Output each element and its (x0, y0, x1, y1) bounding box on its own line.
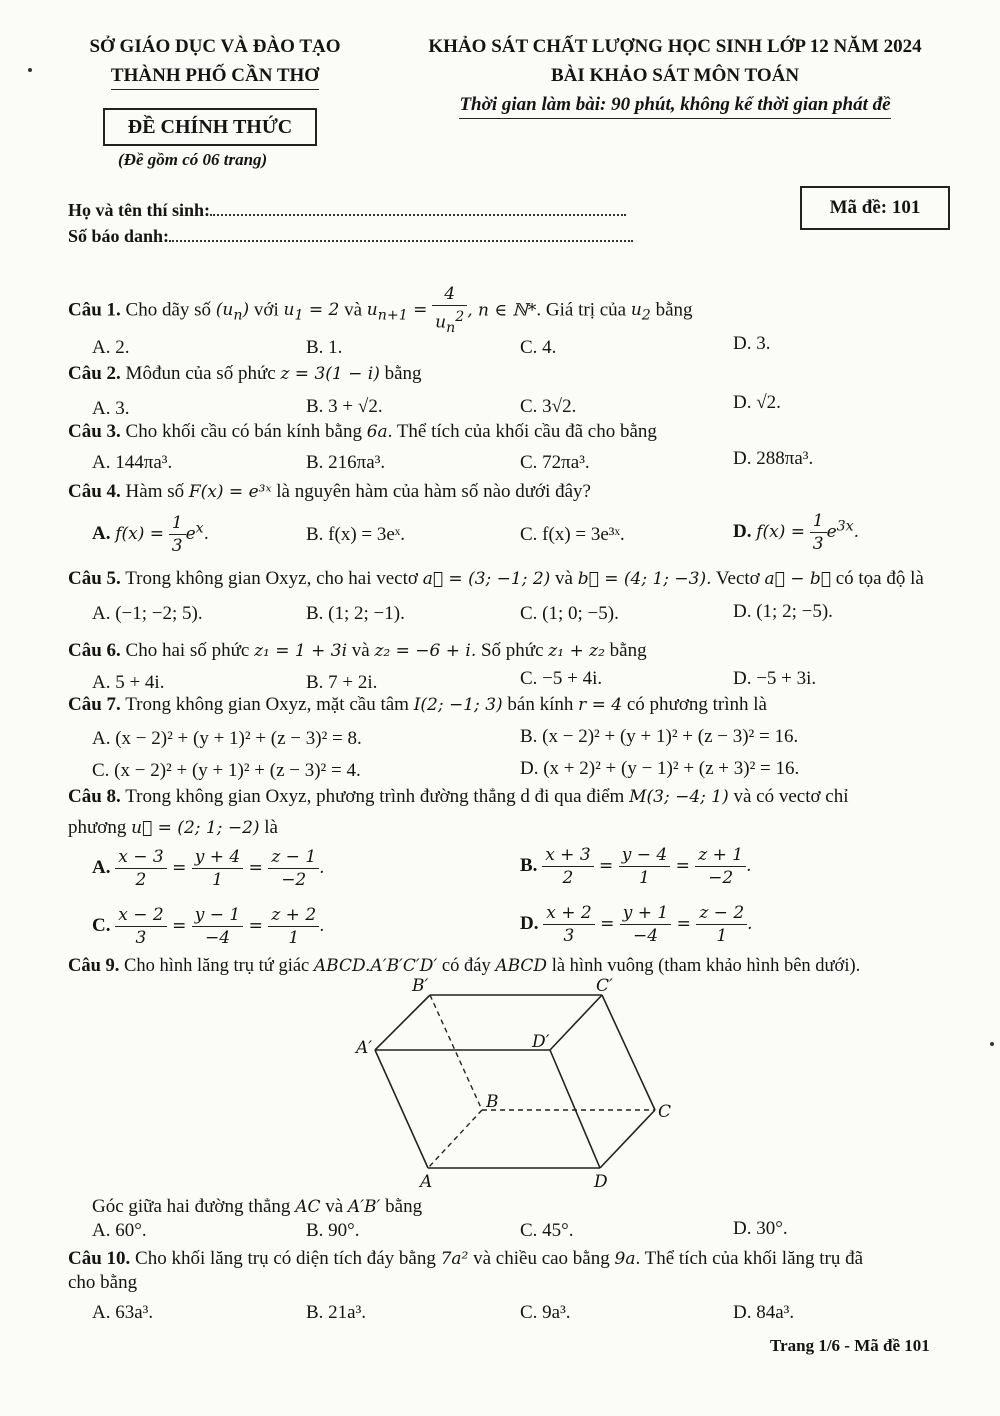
question-text: Trong không gian Oxyz, cho hai vectơ (125, 568, 418, 589)
question-text: Trong không gian Oxyz, mặt cầu tâm (125, 694, 409, 715)
option-d[interactable]: D. √2. (733, 392, 781, 413)
scan-speck (990, 1042, 994, 1046)
math-expression: F(x) = e³ˣ (188, 482, 272, 502)
exam-title-block (390, 32, 960, 119)
math-expression: a⃗ = (3; −1; 2) (422, 569, 551, 589)
option-d[interactable]: D. 3. (733, 333, 771, 354)
question-label: Câu 3. (68, 421, 121, 442)
question-label: Câu 10. (68, 1248, 131, 1269)
option-label: A. (92, 856, 111, 878)
question-text: Môđun của số phức (125, 363, 276, 384)
question-text: Cho khối lăng trụ có diện tích đáy bằng (135, 1248, 436, 1269)
label-c1: C′ (596, 976, 613, 996)
question-text: . Giá trị của (536, 299, 627, 321)
question-label: Câu 8. (68, 786, 121, 807)
label-d1: D′ (532, 1032, 550, 1052)
label-a: A (420, 1172, 433, 1192)
question-text: Góc giữa hai đường thẳng (92, 1196, 291, 1217)
question-text: bằng (385, 1196, 423, 1217)
math-expression: u⃗ = (2; 1; −2) (131, 818, 260, 838)
question-9-sub (92, 1196, 422, 1218)
question-6 (68, 640, 647, 662)
question-label: Câu 9. (68, 956, 120, 976)
question-text: và (344, 299, 363, 321)
edge-c1c (602, 995, 655, 1110)
question-5 (68, 568, 924, 590)
question-10-line-2: cho bằng (68, 1272, 138, 1293)
question-1: Câu 1. Cho dãy số $(u_n)$ với $u_1 = 2$ và $u_{n+1}$ = $\frac{4}{u_n^2}$ , n ∈ ℕ*. Giá trị của $u_2$ bằng (68, 283, 693, 339)
option-c[interactable]: C. 72πa³. (520, 452, 590, 473)
question-text: phương (68, 817, 127, 838)
edge-a1b1 (375, 995, 430, 1050)
question-label: Câu 1. (68, 299, 121, 321)
question-text: Cho hai số phức (125, 640, 250, 661)
question-4 (68, 481, 591, 503)
option-a[interactable]: A. $\frac{x - 3}{2}$ = $\frac{y + 4}{1}$ = $\frac{z - 1}{-2}$ . (92, 847, 325, 890)
option-c[interactable]: C. 4. (520, 337, 557, 358)
question-text: và (351, 640, 370, 661)
department-line-1: SỞ GIÁO DỤC VÀ ĐÀO TẠO (89, 36, 341, 57)
question-text: Hàm số (125, 481, 185, 502)
candidate-name-label: Họ và tên thí sinh: (68, 200, 211, 220)
option-b[interactable]: B. 7 + 2i. (306, 672, 378, 693)
question-label: Câu 7. (68, 694, 121, 715)
label-c: C (658, 1102, 672, 1122)
option-c[interactable]: C. 3√2. (520, 396, 577, 417)
option-d[interactable]: D. 30°. (733, 1218, 788, 1239)
question-3 (68, 421, 657, 443)
question-label: Câu 2. (68, 363, 121, 384)
exam-code-box: Mã đề: 101 (800, 186, 950, 230)
label-b1: B′ (412, 976, 429, 996)
question-text: và (325, 1196, 344, 1217)
edge-b1b (430, 995, 482, 1110)
option-c[interactable]: C. $\frac{x - 2}{3}$ = $\frac{y - 1}{-4}$ = $\frac{z + 2}{1}$ . (92, 905, 325, 948)
math-expression: AC (295, 1197, 321, 1217)
option-b[interactable]: B. $\frac{x + 3}{2}$ = $\frac{y - 4}{1}$ = $\frac{z + 1}{-2}$ . (520, 845, 752, 888)
math-expression: z₂ = −6 + i. (374, 641, 477, 661)
question-text: . Thể tích của khối cầu đã cho bằng (387, 421, 657, 442)
math-expression: z₁ = 1 + 3i (254, 641, 348, 661)
option-a[interactable]: A. (−1; −2; 5). (92, 603, 203, 624)
math-expression: 6a (366, 422, 388, 442)
department-line-2: THÀNH PHỐ CẦN THƠ (111, 63, 319, 90)
exam-time: Thời gian làm bài: 90 phút, không kể thời gian phát đề (459, 92, 890, 119)
question-text: bán kính (507, 694, 574, 715)
department-block (70, 32, 360, 90)
prism-figure (340, 975, 700, 1195)
question-text: . Thể tích của khối lăng trụ đã (635, 1248, 864, 1269)
math-expression: a⃗ − b⃗ (764, 569, 831, 589)
option-b[interactable]: B. 216πa³. (306, 452, 386, 473)
edge-a1a (375, 1050, 428, 1168)
candidate-name-row (68, 200, 626, 221)
math-expression: z₁ + z₂ (548, 641, 605, 661)
question-label: Câu 4. (68, 481, 121, 502)
option-a[interactable]: A. 5 + 4i. (92, 672, 165, 693)
option-b[interactable]: B. (1; 2; −1). (306, 603, 405, 624)
question-10 (68, 1248, 863, 1270)
question-text: có tọa độ là (835, 568, 924, 589)
label-d: D (594, 1172, 608, 1192)
option-label: D. (520, 912, 539, 934)
math-expression: 9a (614, 1249, 636, 1269)
question-text: và (555, 568, 573, 589)
option-label: D. (733, 520, 752, 542)
option-b[interactable]: B. 3 + √2. (306, 396, 383, 417)
option-c[interactable]: C. f(x) = 3e³ˣ. (520, 524, 625, 545)
option-b[interactable]: B. f(x) = 3eˣ. (306, 524, 406, 545)
option-d[interactable]: D. (x + 2)² + (y − 1)² + (z + 3)² = 16. (520, 758, 800, 779)
official-exam-box: ĐỀ CHÍNH THỨC (103, 108, 317, 146)
exam-title: KHẢO SÁT CHẤT LƯỢNG HỌC SINH LỚP 12 NĂM 2024 (428, 36, 922, 57)
question-label: Câu 6. (68, 640, 121, 661)
math-expression: ABCD.A′B′C′D′ (313, 956, 438, 976)
question-text: Cho dãy số (125, 299, 212, 321)
option-b[interactable]: B. 90°. (306, 1220, 360, 1241)
question-text: và có vectơ chỉ (733, 786, 849, 807)
question-text: Số phức (480, 640, 544, 661)
option-a[interactable]: A. 63a³. (92, 1302, 154, 1323)
question-7 (68, 694, 767, 716)
page-footer: Trang 1/6 - Mã đề 101 (770, 1336, 930, 1355)
option-label: A. (92, 522, 111, 544)
fraction: $\frac{4}{u_n^2}$ (432, 283, 467, 339)
question-text: là (264, 817, 278, 838)
edge-dc (600, 1110, 655, 1168)
question-text: Trong không gian Oxyz, phương trình đường thẳng d đi qua điểm (125, 786, 625, 807)
question-text: bằng (609, 640, 647, 661)
question-text: là hình vuông (tham khảo hình bên dưới). (551, 956, 861, 976)
candidate-name-field[interactable] (210, 202, 626, 216)
edge-ab (428, 1110, 482, 1168)
math-expression: z = 3(1 − i) (280, 364, 380, 384)
math-expression: A′B′ (347, 1197, 381, 1217)
question-text: Vectơ (715, 568, 760, 589)
option-a[interactable]: A. f(x) = $\frac{1}{3}$ $e^x$. (92, 513, 210, 556)
option-d[interactable]: D. f(x) = $\frac{1}{3}$ $e^{3x}$. (733, 511, 860, 554)
option-c[interactable]: C. 9a³. (520, 1302, 571, 1323)
option-a[interactable]: A. 2. (92, 337, 130, 358)
question-text: có đáy (441, 956, 491, 976)
candidate-id-label: Số báo danh: (68, 226, 170, 246)
question-text: và chiều cao bằng (473, 1248, 610, 1269)
option-b[interactable]: B. 1. (306, 337, 343, 358)
question-text: là nguyên hàm của hàm số nào dưới đây? (276, 481, 591, 502)
exam-subject: BÀI KHẢO SÁT MÔN TOÁN (550, 65, 800, 86)
question-8 (68, 786, 849, 808)
option-d[interactable]: D. $\frac{x + 2}{3}$ = $\frac{y + 1}{-4}$ = $\frac{z - 2}{1}$ . (520, 903, 753, 946)
option-c[interactable]: C. −5 + 4i. (520, 668, 603, 689)
page-count-note: (Đề gồm có 06 trang) (118, 150, 268, 169)
option-label: B. (520, 854, 538, 876)
option-d[interactable]: D. −5 + 3i. (733, 668, 817, 689)
option-a[interactable]: A. 60°. (92, 1220, 147, 1241)
question-8-line-2 (68, 817, 278, 839)
edge-d1c1 (550, 995, 602, 1050)
math-expression: r = 4 (578, 695, 623, 715)
option-b[interactable]: B. (x − 2)² + (y + 1)² + (z − 3)² = 16. (520, 726, 799, 747)
edge-d1d (550, 1050, 600, 1168)
option-d[interactable]: D. (1; 2; −5). (733, 601, 833, 622)
option-d[interactable]: D. 84a³. (733, 1302, 795, 1323)
question-text: Cho khối cầu có bán kính bằng (125, 421, 362, 442)
candidate-id-row (68, 226, 633, 247)
question-2 (68, 363, 422, 385)
math-expression: I(2; −1; 3) (413, 695, 503, 715)
question-label: Câu 5. (68, 568, 121, 589)
candidate-id-field[interactable] (169, 228, 633, 242)
option-d[interactable]: D. 288πa³. (733, 448, 814, 469)
option-c[interactable]: C. (1; 0; −5). (520, 603, 619, 624)
question-text: có phương trình là (626, 694, 767, 715)
option-a[interactable]: A. (x − 2)² + (y + 1)² + (z − 3)² = 8. (92, 728, 362, 749)
question-9 (68, 956, 860, 977)
option-c[interactable]: C. (x − 2)² + (y + 1)² + (z − 3)² = 4. (92, 760, 361, 781)
option-b[interactable]: B. 21a³. (306, 1302, 367, 1323)
question-text: bằng (655, 299, 693, 321)
label-b: B (486, 1092, 499, 1112)
option-c[interactable]: C. 45°. (520, 1220, 574, 1241)
math-expression: b⃗ = (4; 1; −3). (577, 569, 712, 589)
option-a[interactable]: A. 144πa³. (92, 452, 173, 473)
math-expression: 7a² (440, 1249, 469, 1269)
question-text: bằng (384, 363, 422, 384)
scan-speck (28, 68, 32, 72)
math-expression: M(3; −4; 1) (629, 787, 729, 807)
option-label: C. (92, 914, 111, 936)
option-a[interactable]: A. 3. (92, 398, 130, 419)
math-expression: ABCD (495, 956, 548, 976)
question-text: Cho hình lăng trụ tứ giác (124, 956, 310, 976)
label-a1: A′ (356, 1038, 373, 1058)
question-text: với (253, 299, 279, 321)
